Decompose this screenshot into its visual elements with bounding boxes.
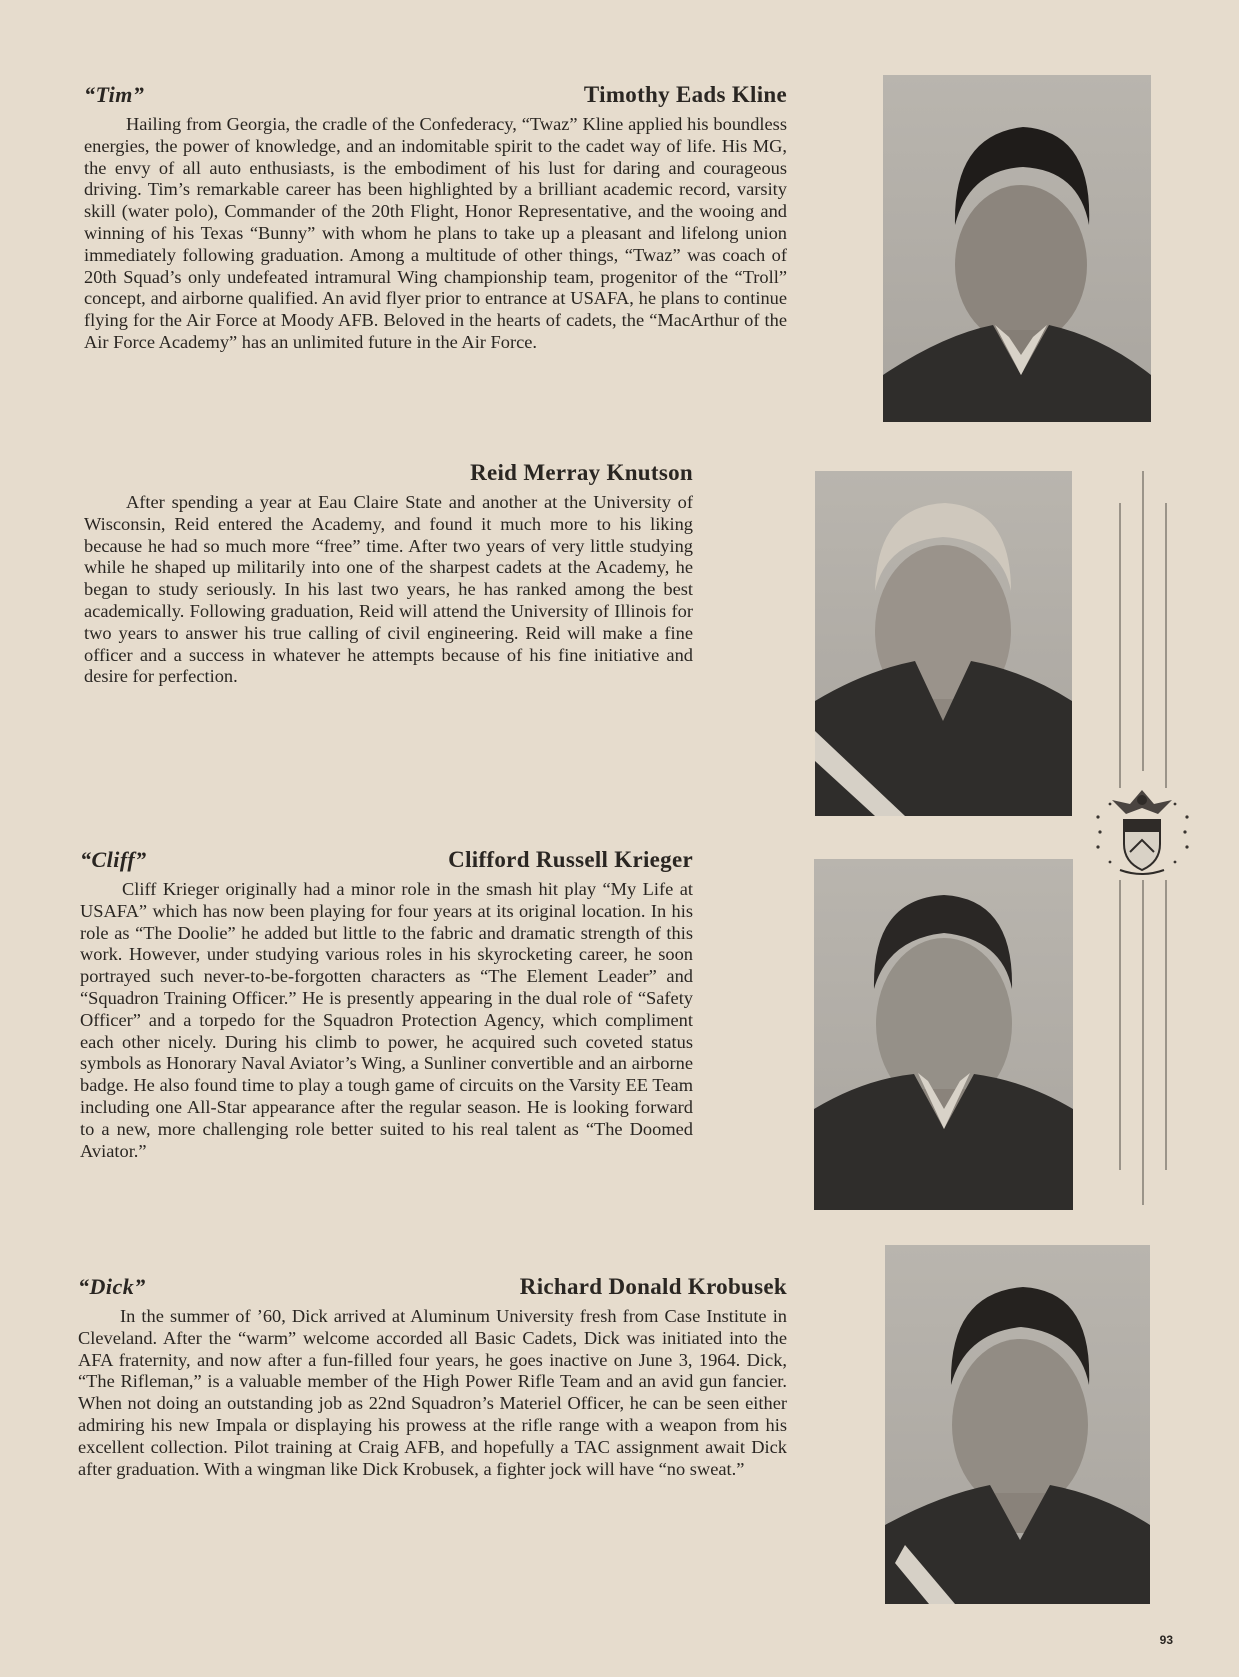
- portrait-photo-kline: [883, 75, 1151, 422]
- nickname: “Dick”: [78, 1274, 146, 1299]
- entry-krieger: [80, 847, 693, 1162]
- entry-kline: [84, 82, 787, 354]
- biography: Hailing from Georgia, the cradle of the Confederacy, “Twaz” Kline applied his boundless energies, the power of knowledge, and an indomitable spirit to the cadet way of life. His MG, the envy of all auto enthusiasts, is the embodiment of his lust for daring and courageous driving. Tim’s remarkable career has been highlighted by a brilliant academic record, varsity skill (water polo), Commander of the 20th Flight, Honor Representative, and the wooing and winning of his Texas “Bunny” with whom he plans to take up a pleasant and lifelong union immediately following graduation. Among a multitude of other things, “Twaz” was coach of 20th Squad’s only undefeated intramural Wing championship team, progenitor of the “Troll” concept, and airborne qualified. An avid flyer prior to entrance at USAFA, he plans to continue flying for the Air Force at Moody AFB. Beloved in the hearts of cadets, the “MacArthur of the Air Force Academy” has an unlimited future in the Air Force.: [84, 114, 787, 352]
- entry-header: [84, 460, 693, 492]
- entry-krobusek: [78, 1274, 787, 1480]
- full-name: Richard Donald Krobusek: [519, 1274, 787, 1299]
- air-force-academy-crest-icon: [1090, 782, 1195, 882]
- portrait-photo-knutson: [815, 471, 1072, 816]
- decorative-rule: [1119, 880, 1121, 1170]
- entry-header: [84, 82, 787, 114]
- page-number: 93: [1159, 1633, 1173, 1647]
- biography: Cliff Krieger originally had a minor role in the smash hit play “My Life at USAFA” which has now been playing for four years at its original location. In his role as “The Doolie” he added but little to the fabric and dramatic strength of this work. However, under studying various roles in his skyrocketing career, he soon portrayed such never-to-be-forgotten characters as “The Element Leader” and “Squadron Training Officer.” He is presently appearing in the dual role of “Safety Officer” and a torpedo for the Squadron Protection Agency, which compliment each other nicely. During his climb to power, he acquired such coveted status symbols as Honorary Naval Aviator’s Wing, a Sunliner convertible and an airborne badge. He also found time to play a tough game of circuits on the Varsity EE Team including one All-Star appearance after the regular season. He is looking forward to a new, more challenging role better suited to his real talent as “The Doomed Aviator.”: [80, 879, 693, 1161]
- biography: In the summer of ’60, Dick arrived at Aluminum University fresh from Case Institute in Cleveland. After the “warm” welcome accorded all Basic Cadets, Dick was initiated into the AFA fraternity, and now after a fun-filled four years, he goes inactive on June 3, 1964. Dick, “The Rifleman,” is a valuable member of the High Power Rifle Team and an avid gun fancier. When not doing an outstanding job as 22nd Squadron’s Materiel Officer, he can be seen either admiring his new Impala or displaying his prowess at the rifle range with a weapon from his excellent collection. Pilot training at Craig AFB, and hopefully a TAC assignment await Dick after graduation. With a wingman like Dick Krobusek, a fighter jock will have “no sweat.”: [78, 1306, 787, 1479]
- decorative-rule: [1142, 471, 1144, 771]
- entry-header: [80, 847, 693, 879]
- portrait-photo-krobusek: [885, 1245, 1150, 1604]
- decorative-rule: [1165, 503, 1167, 788]
- nickname: “Tim”: [84, 82, 145, 107]
- full-name: Timothy Eads Kline: [583, 82, 787, 107]
- decorative-rule: [1165, 880, 1167, 1170]
- biography: After spending a year at Eau Claire State and another at the University of Wisconsin, Reid entered the Academy, and found it much more to his liking because he had so much more “free” time. After two years of very little studying while he shaped up militarily into one of the sharpest cadets at the Academy, he began to study seriously. In his last two years, he has ranked among the best academically. Following graduation, Reid will attend the University of Illinois for two years to answer his true calling of civil engineering. Reid will make a fine officer and a success in whatever he attempts because of his fine initiative and desire for perfection.: [84, 492, 693, 687]
- decorative-rule: [1142, 880, 1144, 1205]
- portrait-photo-krieger: [814, 859, 1073, 1210]
- decorative-rule: [1119, 503, 1121, 788]
- full-name: Clifford Russell Krieger: [448, 847, 693, 872]
- entry-header: [78, 1274, 787, 1306]
- entry-knutson: [84, 460, 693, 688]
- nickname: “Cliff”: [80, 847, 147, 872]
- full-name: Reid Merray Knutson: [470, 460, 693, 485]
